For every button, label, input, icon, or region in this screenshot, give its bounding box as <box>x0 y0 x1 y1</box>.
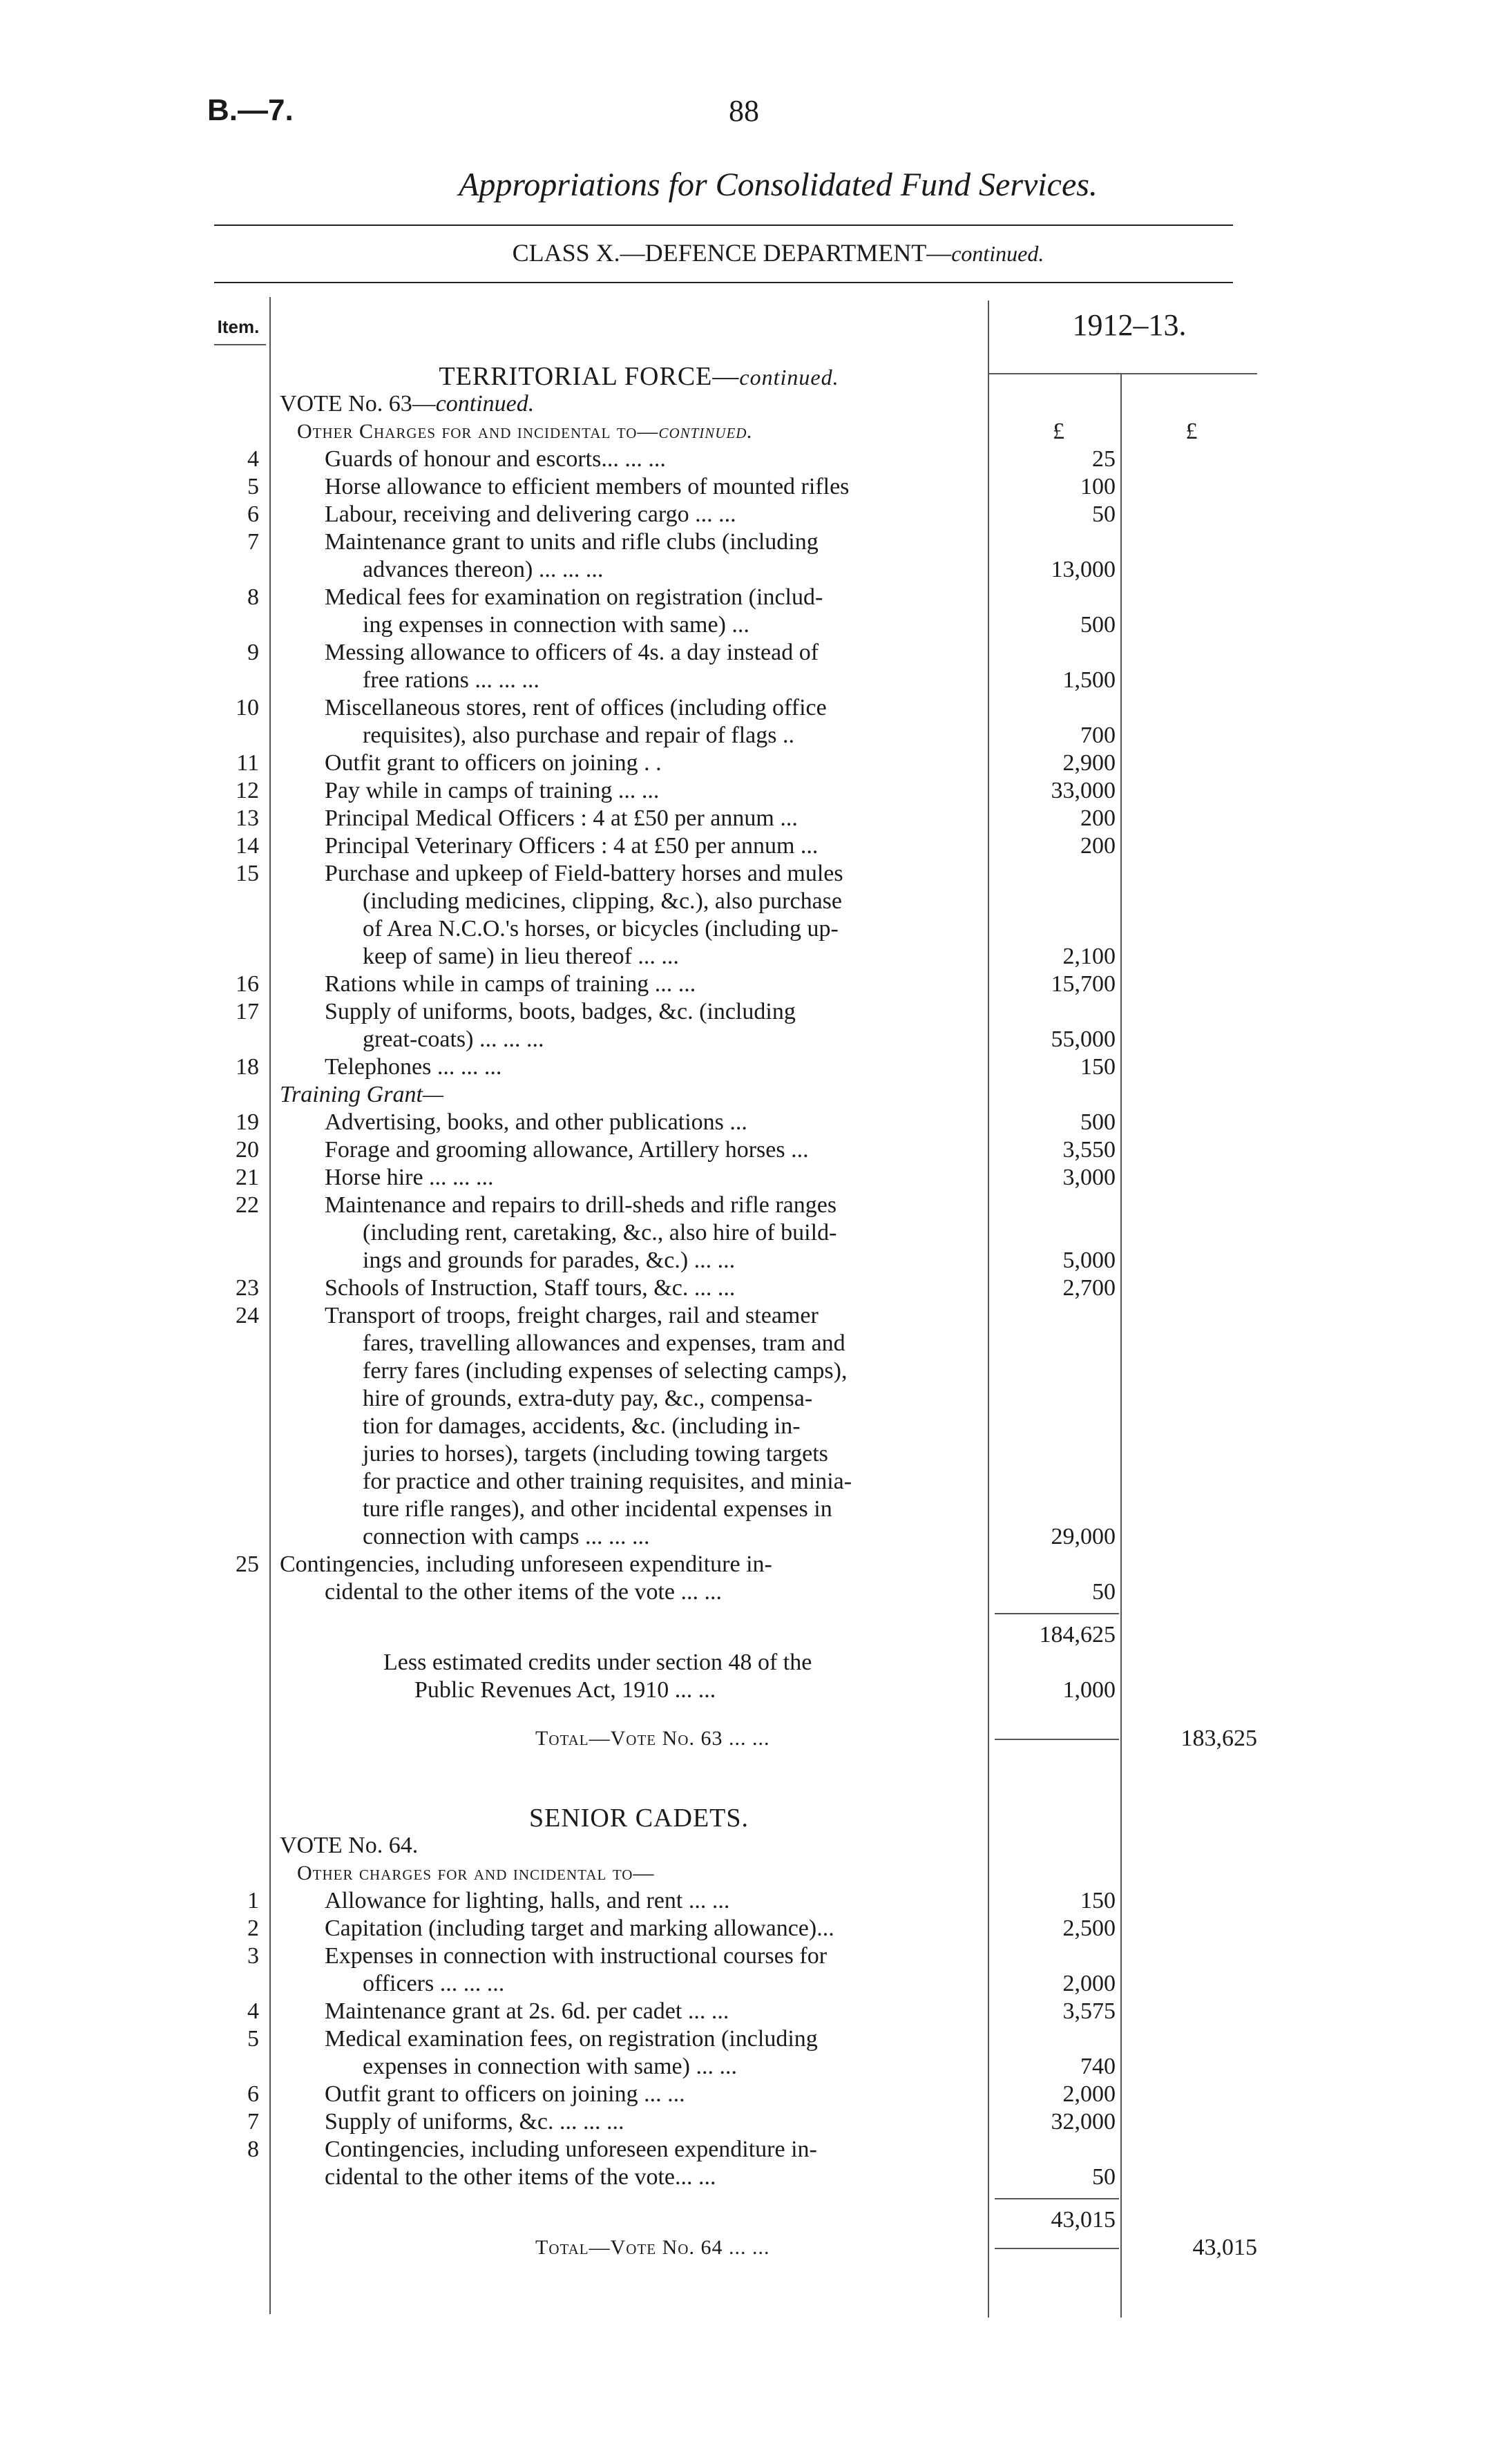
item-number: 19 <box>236 1109 259 1135</box>
item-description: requisites), also purchase and repair of flags .. <box>363 723 794 748</box>
vote-63-label: VOTE No. 63—continued. <box>280 391 535 417</box>
item-number: 17 <box>236 999 259 1024</box>
item-number: 11 <box>236 750 259 776</box>
item-description: Advertising, books, and other publications ... <box>325 1109 747 1135</box>
item-number: 4 <box>247 1998 259 2024</box>
item-number: 14 <box>236 833 259 859</box>
cadets-charges-subheading: Other charges for and incidental to— <box>297 1862 655 1884</box>
cadets-subtotal-rule <box>995 2198 1119 2199</box>
item-amount: 3,000 <box>1062 1165 1116 1190</box>
item-amount: 13,000 <box>1051 557 1116 582</box>
item-description: Miscellaneous stores, rent of offices (including office <box>325 695 827 720</box>
item-description: Medical examination fees, on registration (including <box>325 2026 818 2052</box>
item-description: (including rent, caretaking, &c., also hire of build- <box>363 1220 837 1245</box>
item-description: juries to horses), targets (including towing targets <box>363 1441 828 1467</box>
item-description: Medical fees for examination on registration (includ- <box>325 584 823 610</box>
item-description: Supply of uniforms, boots, badges, &c. (including <box>325 999 796 1024</box>
item-amount: 33,000 <box>1051 778 1116 803</box>
item-description: expenses in connection with same) ... ... <box>363 2054 737 2079</box>
item-description: Contingencies, including unforeseen expenditure in- <box>280 1551 772 1577</box>
item-number: 15 <box>236 861 259 886</box>
senior-cadets-heading: SENIOR CADETS. <box>528 1804 749 1833</box>
item-number: 6 <box>247 2081 259 2107</box>
item-number: 7 <box>247 529 259 555</box>
item-number: 5 <box>247 474 259 499</box>
item-description: Telephones ... ... ... <box>325 1054 502 1080</box>
item-description: hire of grounds, extra-duty pay, &c., compensa- <box>363 1386 813 1411</box>
item-number: 9 <box>247 640 259 665</box>
total-column-divider <box>1120 373 1122 2318</box>
territorial-heading: TERRITORIAL FORCE—continued. <box>439 362 839 391</box>
item-description: cidental to the other items of the vote ... ... <box>325 1579 723 1605</box>
vote-64-label: VOTE No. 64. <box>280 1833 419 1858</box>
item-number: 7 <box>247 2109 259 2134</box>
item-amount: 2,900 <box>1062 750 1116 776</box>
total-dash-rule <box>995 2248 1119 2249</box>
item-number: 18 <box>236 1054 259 1080</box>
item-number: 21 <box>236 1165 259 1190</box>
currency-symbol-amount: £ <box>1053 419 1064 444</box>
item-number: 12 <box>236 778 259 803</box>
item-amount: 32,000 <box>1051 2109 1116 2134</box>
item-description: Outfit grant to officers on joining . . <box>325 750 662 776</box>
item-amount: 50 <box>1092 502 1116 527</box>
total-dash-rule <box>995 1739 1119 1740</box>
item-column-divider <box>269 297 271 2314</box>
item-number: 25 <box>236 1551 259 1577</box>
item-number: 13 <box>236 805 259 831</box>
item-description: officers ... ... ... <box>363 1971 505 1996</box>
vote-63-subtotal: 184,625 <box>1039 1622 1116 1648</box>
header-rule-top <box>214 225 1233 226</box>
item-number: 16 <box>236 971 259 997</box>
item-amount: 50 <box>1092 1579 1116 1605</box>
item-description: Maintenance grant at 2s. 6d. per cadet ... ... <box>325 1998 729 2024</box>
item-amount: 740 <box>1080 2054 1116 2079</box>
document-code: B.—7. <box>207 93 294 127</box>
year-column-header: 1912–13. <box>1072 308 1187 342</box>
item-description: Principal Medical Officers : 4 at £50 per annum ... <box>325 805 798 831</box>
item-description: ing expenses in connection with same) ... <box>363 612 749 638</box>
item-description: Pay while in camps of training ... ... <box>325 778 660 803</box>
item-description: Schools of Instruction, Staff tours, &c. ... ... <box>325 1275 736 1301</box>
item-number: 2 <box>247 1916 259 1941</box>
currency-symbol-total: £ <box>1185 419 1198 444</box>
charges-subheading: Other Charges for and incidental to—continued. <box>297 420 753 443</box>
item-amount: 200 <box>1080 833 1116 859</box>
item-amount: 5,000 <box>1062 1248 1116 1273</box>
item-description: ings and grounds for parades, &c.) ... ... <box>363 1248 736 1273</box>
item-amount: 50 <box>1092 2164 1116 2190</box>
item-number: 3 <box>247 1943 259 1969</box>
item-amount: 2,100 <box>1062 944 1116 969</box>
item-number: 20 <box>236 1137 259 1163</box>
item-description: fares, travelling allowances and expenses, tram and <box>363 1330 845 1356</box>
item-number: 8 <box>247 584 259 610</box>
item-description: Messing allowance to officers of 4s. a day instead of <box>325 640 819 665</box>
year-header-rule <box>988 373 1257 374</box>
item-amount: 200 <box>1080 805 1116 831</box>
item-description: Maintenance grant to units and rifle clubs (including <box>325 529 819 555</box>
item-amount: 500 <box>1080 612 1116 638</box>
item-number: 4 <box>247 446 259 472</box>
vote-64-total-label: Total—Vote No. 64 ... ... <box>535 2236 770 2259</box>
item-description: Guards of honour and escorts... ... ... <box>325 446 666 472</box>
page-title: Appropriations for Consolidated Fund Services. <box>459 166 1098 203</box>
less-credits-text: Less estimated credits under section 48 of the <box>383 1650 812 1675</box>
item-amount: 2,700 <box>1062 1275 1116 1301</box>
item-description: Supply of uniforms, &c. ... ... ... <box>325 2109 624 2134</box>
item-number: 5 <box>247 2026 259 2052</box>
item-amount: 100 <box>1080 474 1116 499</box>
item-amount: 150 <box>1080 1054 1116 1080</box>
item-amount: 1,500 <box>1062 667 1116 693</box>
item-description: Allowance for lighting, halls, and rent ... ... <box>325 1888 730 1913</box>
item-description: Outfit grant to officers on joining ... ... <box>325 2081 685 2107</box>
item-description: Maintenance and repairs to drill-sheds and rifle ranges <box>325 1192 837 1218</box>
item-header-rule <box>214 344 266 345</box>
item-number: 22 <box>236 1192 259 1218</box>
item-description: ferry fares (including expenses of selecting camps), <box>363 1358 848 1384</box>
item-description: great-coats) ... ... ... <box>363 1026 544 1052</box>
less-credits-amount: 1,000 <box>1062 1677 1116 1703</box>
amount-column-divider <box>988 300 989 2318</box>
item-amount: 2,000 <box>1062 2081 1116 2107</box>
item-amount: 29,000 <box>1051 1524 1116 1549</box>
item-description: free rations ... ... ... <box>363 667 539 693</box>
item-description: Horse allowance to efficient members of mounted rifles <box>325 474 850 499</box>
vote-64-total: 43,015 <box>1192 2235 1257 2260</box>
item-number: 8 <box>247 2137 259 2162</box>
item-description: advances thereon) ... ... ... <box>363 557 604 582</box>
item-description: Principal Veterinary Officers : 4 at £50 per annum ... <box>325 833 819 859</box>
item-description: Horse hire ... ... ... <box>325 1165 494 1190</box>
item-description: (including medicines, clipping, &c.), also purchase <box>363 888 842 914</box>
item-number: 1 <box>247 1888 259 1913</box>
training-grant-heading: Training Grant— <box>280 1082 444 1107</box>
item-column-header: Item. <box>217 316 260 337</box>
class-heading: CLASS X.—DEFENCE DEPARTMENT—continued. <box>512 239 1044 267</box>
vote-64-subtotal: 43,015 <box>1051 2207 1116 2233</box>
item-amount: 55,000 <box>1051 1026 1116 1052</box>
item-amount: 2,000 <box>1062 1971 1116 1996</box>
item-description: Capitation (including target and marking allowance)... <box>325 1916 834 1941</box>
vote-63-total-label: Total—Vote No. 63 ... ... <box>535 1727 770 1750</box>
item-description: Forage and grooming allowance, Artillery horses ... <box>325 1137 809 1163</box>
item-description: Labour, receiving and delivering cargo ... ... <box>325 502 736 527</box>
page-number: 88 <box>729 94 759 128</box>
item-amount: 700 <box>1080 723 1116 748</box>
item-description: connection with camps ... ... ... <box>363 1524 650 1549</box>
item-description: Expenses in connection with instructional courses for <box>325 1943 828 1969</box>
item-number: 10 <box>236 695 259 720</box>
vote-63-total: 183,625 <box>1180 1726 1257 1751</box>
less-credits-text: Public Revenues Act, 1910 ... ... <box>414 1677 716 1703</box>
item-amount: 3,550 <box>1062 1137 1116 1163</box>
item-amount: 15,700 <box>1051 971 1116 997</box>
item-amount: 500 <box>1080 1109 1116 1135</box>
item-description: for practice and other training requisites, and minia- <box>363 1469 852 1494</box>
item-amount: 3,575 <box>1062 1998 1116 2024</box>
subtotal-rule <box>995 1613 1119 1614</box>
item-amount: 25 <box>1092 446 1116 472</box>
item-description: Contingencies, including unforeseen expenditure in- <box>325 2137 817 2162</box>
item-amount: 150 <box>1080 1888 1116 1913</box>
item-amount: 2,500 <box>1062 1916 1116 1941</box>
item-description: Rations while in camps of training ... ... <box>325 971 696 997</box>
item-description: Transport of troops, freight charges, rail and steamer <box>325 1303 819 1328</box>
item-description: cidental to the other items of the vote... ... <box>325 2164 716 2190</box>
item-number: 6 <box>247 502 259 527</box>
header-rule-bottom <box>214 282 1233 283</box>
item-description: of Area N.C.O.'s horses, or bicycles (including up- <box>363 916 839 942</box>
item-number: 23 <box>236 1275 259 1301</box>
item-number: 24 <box>236 1303 259 1328</box>
item-description: ture rifle ranges), and other incidental expenses in <box>363 1496 832 1522</box>
item-description: keep of same) in lieu thereof ... ... <box>363 944 679 969</box>
item-description: Purchase and upkeep of Field-battery horses and mules <box>325 861 843 886</box>
item-description: tion for damages, accidents, &c. (including in- <box>363 1413 801 1439</box>
